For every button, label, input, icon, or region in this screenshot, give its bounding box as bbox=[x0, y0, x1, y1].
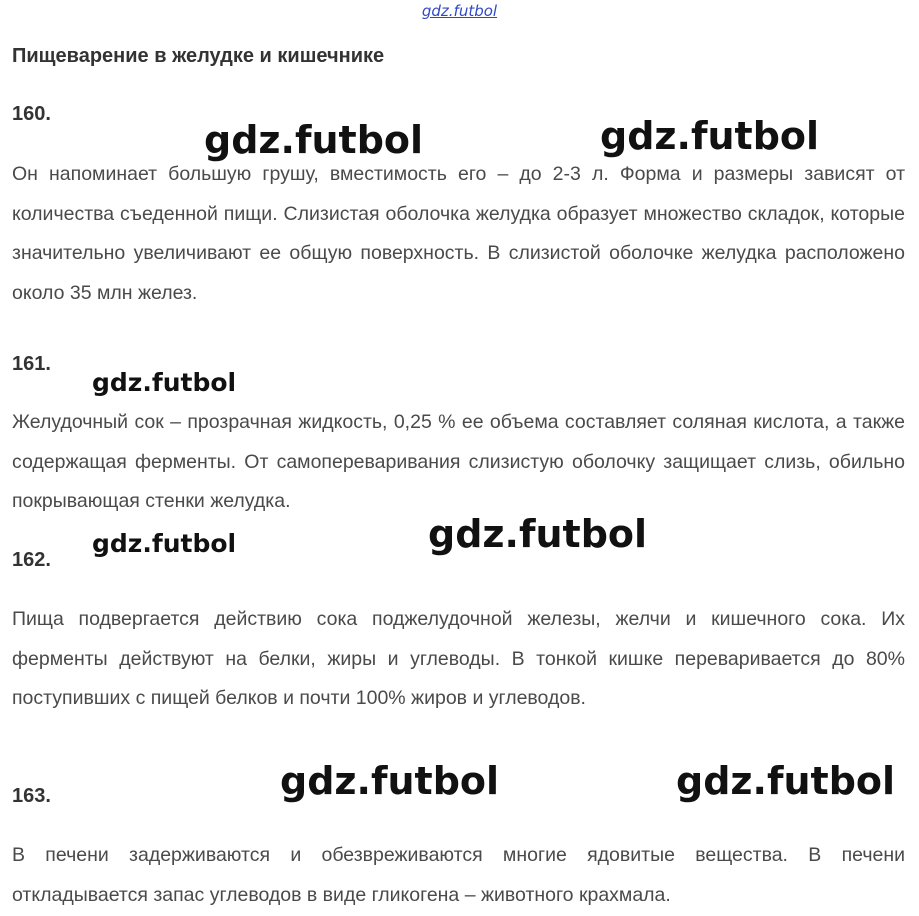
site-link[interactable]: gdz.futbol bbox=[421, 2, 498, 20]
section-text-161: Желудочный сок – прозрачная жидкость, 0,25 % ее объема составляет соляная кислота, а также содержащая ферменты. От самопереваривания слизистую оболочку защищает слизь, обильно покрывающая стенки желудка. bbox=[12, 411, 905, 512]
section-number-162: 162. bbox=[12, 549, 51, 571]
watermark: gdz.futbol bbox=[204, 118, 424, 162]
watermark: gdz.futbol bbox=[92, 368, 237, 397]
section-text-163: В печени задерживаются и обезвреживаются многие ядовитые вещества. В печени откладывается запас углеводов в виде гликогена – животного крахмала. bbox=[12, 844, 905, 906]
section-text-162: Пища подвергается действию сока поджелудочной железы, желчи и кишечного сока. Их ферменты действуют на белки, жиры и углеводы. В тонкой кишке переваривается до 80% поступивших с пищей белков и почти 100% жиров и углеводов. bbox=[12, 608, 905, 709]
section-number-163: 163. bbox=[12, 785, 51, 807]
watermark: gdz.futbol bbox=[676, 759, 896, 803]
watermark: gdz.futbol bbox=[600, 114, 820, 158]
watermark: gdz.futbol bbox=[280, 759, 500, 803]
watermark: gdz.futbol bbox=[428, 512, 648, 556]
section-text-160: Он напоминает большую грушу, вместимость его – до 2-3 л. Форма и размеры зависят от количества съеденной пищи. Слизистая оболочка желудка образует множество складок, которые значительно увеличивают ее общую поверхность. В слизистой оболочке желудка расположено около 35 млн желез. bbox=[12, 163, 905, 304]
section-number-160: 160. bbox=[12, 103, 51, 125]
watermark: gdz.futbol bbox=[92, 529, 237, 558]
section-number-161: 161. bbox=[12, 353, 51, 375]
page-title: Пищеварение в желудке и кишечнике bbox=[12, 45, 385, 67]
